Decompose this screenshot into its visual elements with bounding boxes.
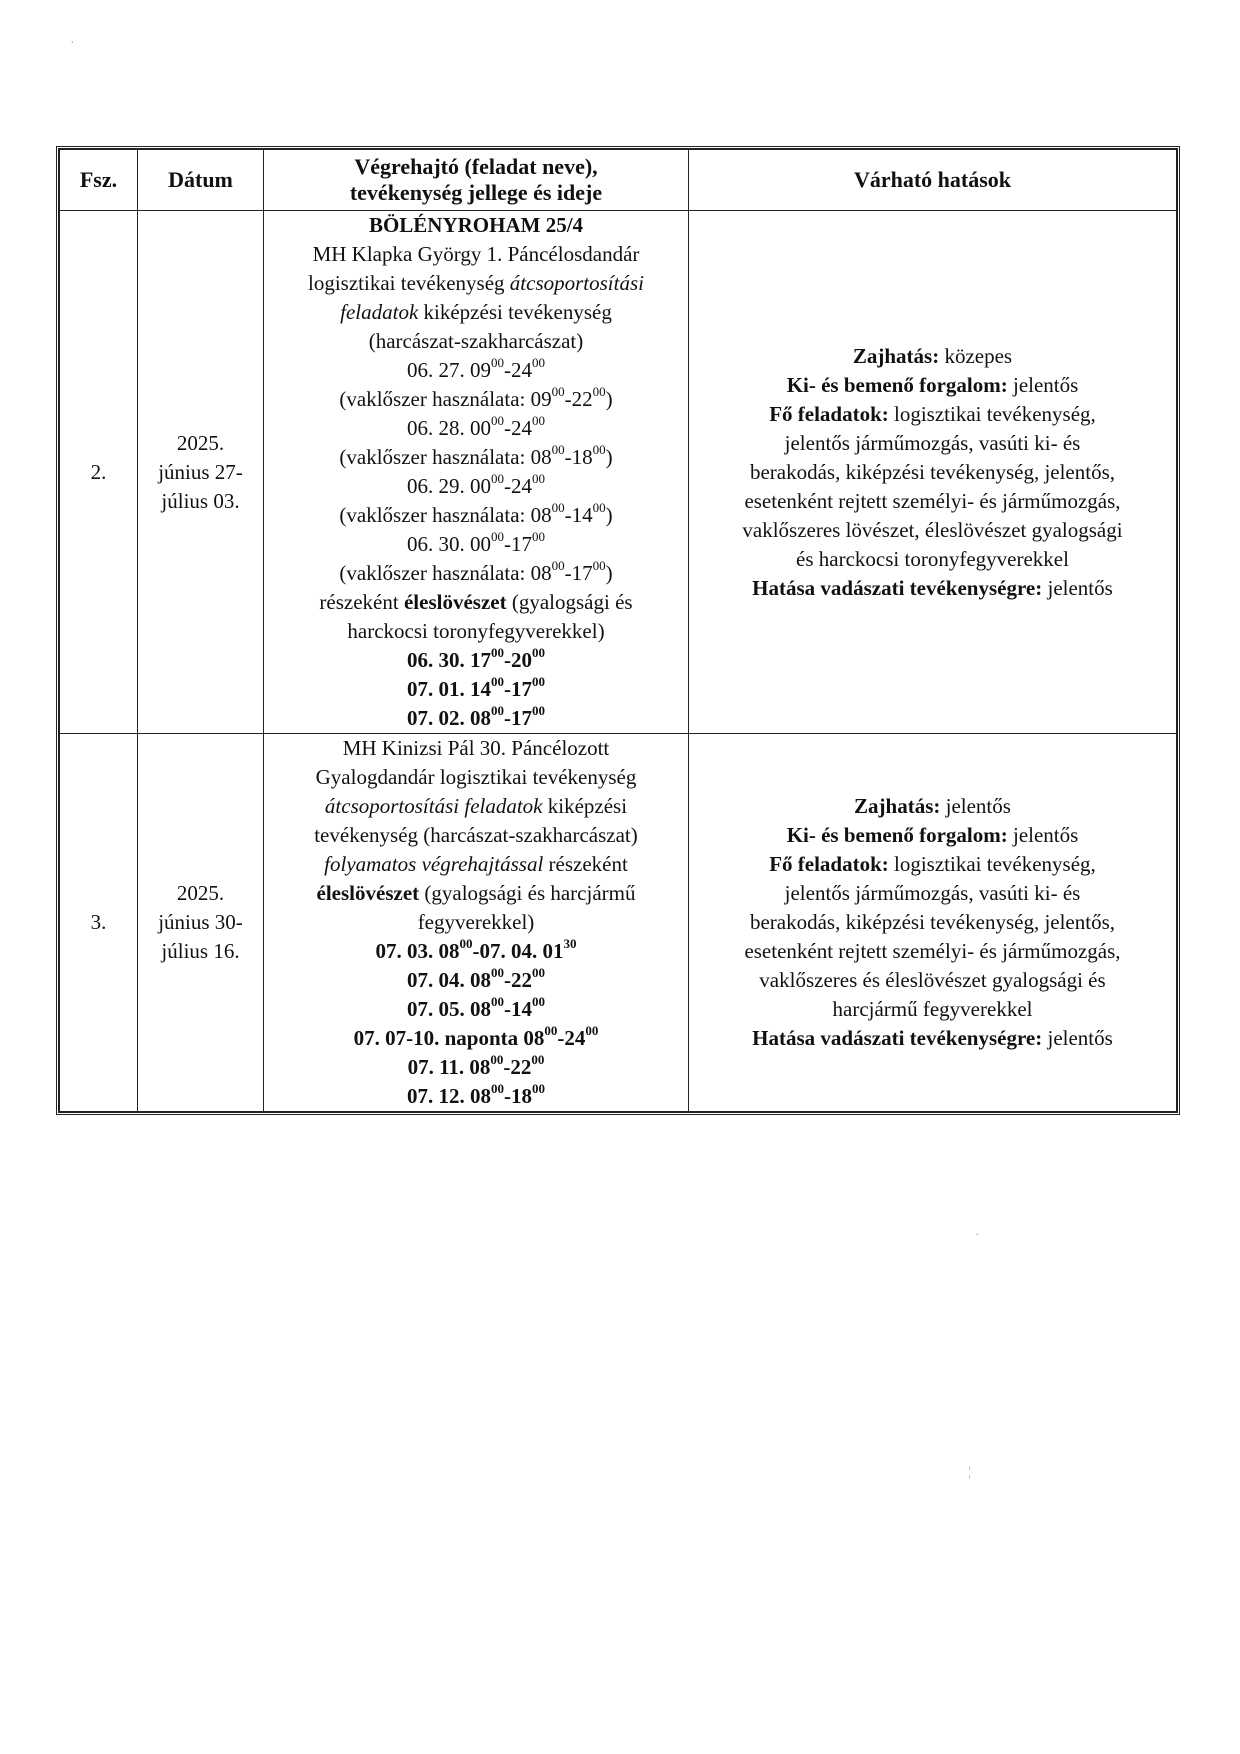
effect-text: és harckocsi toronyfegyverekkel: [796, 546, 1069, 571]
effect-text: berakodás, kiképzési tevékenység, jelentős,: [749, 459, 1116, 484]
exec-line: éleslövészet (gyalogsági és harcjármű: [316, 881, 636, 905]
date-line: 2025.: [176, 881, 225, 905]
schedule-table: [59, 149, 1177, 1112]
effect-text: harcjármű fegyverekkel: [832, 997, 1033, 1021]
exec-line: átcsoportosítási feladatok kiképzési: [324, 794, 628, 818]
blank-ammo-line: (vaklőszer használata: $09^{00}-22^{00}$): [339, 384, 613, 411]
exec-line: (harcászat-szakharcászat): [368, 329, 584, 353]
exec-line: folyamatos végrehajtással részeként: [324, 852, 628, 876]
effect-traffic: Ki- és bemenő forgalom: jelentős: [786, 372, 1079, 397]
schedule-date: 06. 28. $00^{00}-24^{00}$: [407, 413, 545, 440]
row-number: 3.: [60, 734, 138, 1112]
exec-line: logisztikai tevékenység átcsoportosítási: [308, 271, 644, 295]
effect-noise: Zajhatás: jelentős: [854, 794, 1011, 818]
date-line: 2025.: [176, 430, 225, 455]
scan-speck: ·: [975, 1228, 980, 1243]
scan-speck: ·: [70, 36, 75, 51]
effect-text: esetenként rejtett személyi- és járműmozgás,: [744, 488, 1121, 513]
effect-main-tasks: Fő feladatok: logisztikai tevékenység,: [769, 401, 1096, 426]
effect-noise: Zajhatás: közepes: [852, 343, 1013, 368]
blank-ammo-line: (vaklőszer használata: $08^{00}-18^{00}$): [339, 442, 613, 469]
date-line: június 27-: [158, 459, 243, 484]
blank-ammo-line: (vaklőszer használata: $08^{00}-17^{00}$): [339, 558, 613, 585]
schedule-table-frame: [56, 146, 1180, 1115]
effect-text: vaklőszeres és éleslövészet gyalogsági és: [759, 968, 1106, 992]
row-executor: [264, 211, 689, 734]
live-fire-date: 07. 01. $14^{00}-17^{00}$: [407, 674, 545, 701]
row-executor: [264, 734, 689, 1112]
header-row: [60, 150, 1177, 211]
live-fire-date: 06. 30. $17^{00}-20^{00}$: [407, 645, 545, 672]
row-effects: [689, 211, 1177, 734]
effect-text: vaklőszeres lövészet, éleslövészet gyalogsági: [742, 517, 1123, 542]
scan-speck: ¦: [968, 1465, 971, 1480]
table-row: [60, 211, 1177, 734]
row-date: [138, 211, 264, 734]
effect-traffic: Ki- és bemenő forgalom: jelentős: [786, 823, 1079, 847]
date-line: június 30-: [158, 910, 243, 934]
row-effects: [689, 734, 1177, 1112]
live-fire-date: 07. 05. $08^{00}-14^{00}$: [407, 994, 545, 1021]
schedule-date: 06. 27. $09^{00}-24^{00}$: [407, 355, 545, 382]
live-fire-date: 07. 02. $08^{00}-17^{00}$: [407, 703, 545, 730]
exec-line: fegyverekkel): [417, 910, 535, 934]
header-datum: Dátum: [138, 150, 264, 211]
header-fsz: Fsz.: [60, 150, 138, 211]
schedule-date: 06. 29. $00^{00}-24^{00}$: [407, 471, 545, 498]
live-fire-date: 07. 07-10. naponta $08^{00}-24^{00}$: [353, 1023, 599, 1050]
date-line: július 03.: [161, 488, 240, 513]
live-fire-date: 07. 03. $08^{00}-07$. 04. $01^{30}$: [375, 936, 577, 963]
effect-hunting: Hatása vadászati tevékenységre: jelentős: [752, 575, 1113, 600]
row-date: [138, 734, 264, 1112]
exec-line: feladatok kiképzési tevékenység: [340, 300, 612, 324]
effect-text: berakodás, kiképzési tevékenység, jelentős,: [749, 910, 1116, 934]
exec-line: tevékenység (harcászat-szakharcászat): [314, 823, 638, 847]
exec-line: Gyalogdandár logisztikai tevékenység: [315, 765, 637, 789]
header-vegrehajto-line1: Végrehajtó (feladat neve),: [354, 154, 598, 179]
blank-ammo-line: (vaklőszer használata: $08^{00}-14^{00}$): [339, 500, 613, 527]
exec-line: MH Klapka György 1. Páncélosdandár: [312, 242, 640, 266]
date-line: július 16.: [161, 939, 240, 963]
exec-line: részeként éleslövészet (gyalogsági és: [319, 590, 633, 614]
effect-text: esetenként rejtett személyi- és járműmozgás,: [744, 939, 1121, 963]
effect-text: jelentős járműmozgás, vasúti ki- és: [784, 881, 1081, 905]
header-vegrehajto: [264, 150, 689, 211]
schedule-date: 06. 30. $00^{00}-17^{00}$: [407, 529, 545, 556]
exec-line: harckocsi toronyfegyverekkel): [347, 619, 605, 643]
header-hatasok: Várható hatások: [689, 150, 1177, 211]
effect-hunting: Hatása vadászati tevékenységre: jelentős: [752, 1026, 1113, 1050]
row-number: 2.: [60, 211, 138, 734]
exercise-title: BÖLÉNYROHAM 25/4: [368, 213, 584, 237]
live-fire-date: 07. 12. $08^{00}-18^{00}$: [407, 1081, 545, 1108]
table-row: [60, 734, 1177, 1112]
live-fire-date: 07. 11. $08^{00}-22^{00}$: [407, 1052, 545, 1079]
effect-text: jelentős járműmozgás, vasúti ki- és: [784, 430, 1081, 455]
live-fire-date: 07. 04. $08^{00}-22^{00}$: [407, 965, 545, 992]
effect-main-tasks: Fő feladatok: logisztikai tevékenység,: [769, 852, 1096, 876]
exec-line: MH Kinizsi Pál 30. Páncélozott: [342, 736, 610, 760]
header-vegrehajto-line2: tevékenység jellege és ideje: [349, 180, 603, 205]
